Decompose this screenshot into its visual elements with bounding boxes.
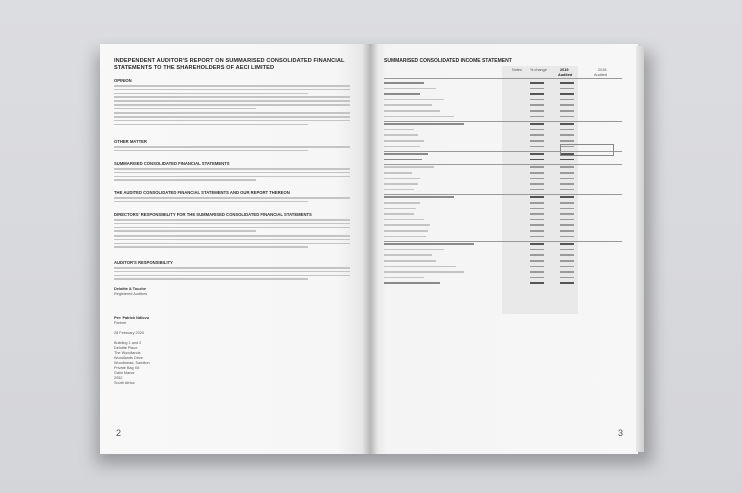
row-value-2018 <box>560 134 574 136</box>
row-value-2019 <box>530 159 544 161</box>
address-line: Gallo Manor <box>114 371 135 375</box>
row-label <box>384 249 444 251</box>
table-row <box>384 266 622 270</box>
row-value-2018 <box>560 236 574 238</box>
row-value-2018 <box>560 266 574 268</box>
other-matter-text <box>114 146 350 154</box>
row-label <box>384 178 420 180</box>
right-page <box>370 44 638 454</box>
row-value-2019 <box>530 208 544 210</box>
row-label <box>384 110 440 112</box>
row-label <box>384 243 474 245</box>
row-value-2018 <box>560 82 574 84</box>
row-value-2018 <box>560 172 574 174</box>
col-2019-sub: Audited <box>558 73 573 77</box>
row-label <box>384 134 418 136</box>
table-row <box>384 99 622 103</box>
table-row <box>384 260 622 264</box>
partner-role: Partner <box>114 321 127 325</box>
address-line: South Africa <box>114 381 135 385</box>
row-value-2018 <box>560 88 574 90</box>
row-separator <box>384 194 622 195</box>
row-value-2018 <box>560 159 574 161</box>
col-change: % change <box>530 68 547 72</box>
row-value-2019 <box>530 104 544 106</box>
row-value-2019 <box>530 140 544 142</box>
table-row <box>384 230 622 234</box>
row-separator <box>384 164 622 165</box>
row-label <box>384 230 428 232</box>
auditor-text <box>114 267 350 282</box>
row-value-2019 <box>530 134 544 136</box>
row-label <box>384 166 434 168</box>
table-row <box>384 166 622 170</box>
report-date: 28 February 2020 <box>114 331 144 335</box>
row-value-2018 <box>560 202 574 204</box>
row-label <box>384 196 454 198</box>
row-value-2018 <box>560 277 574 279</box>
section-heading-auditor: AUDITOR'S RESPONSIBILITY <box>114 260 173 265</box>
section-heading-summarised: SUMMARISED CONSOLIDATED FINANCIAL STATEMENTS <box>114 161 230 166</box>
table-row <box>384 196 622 200</box>
opinion-text <box>114 85 350 127</box>
row-value-2018 <box>560 166 574 168</box>
row-value-2018 <box>560 183 574 185</box>
audited-text <box>114 197 350 205</box>
page-number-right: 3 <box>618 428 624 438</box>
row-value-2019 <box>530 271 544 273</box>
table-row <box>384 116 622 120</box>
section-heading-other-matter: OTHER MATTER <box>114 139 147 144</box>
table-row <box>384 104 622 108</box>
row-value-2019 <box>530 146 544 148</box>
row-label <box>384 260 436 262</box>
row-value-2019 <box>530 249 544 251</box>
row-value-2019 <box>530 166 544 168</box>
table-row <box>384 110 622 114</box>
row-value-2018 <box>560 93 574 95</box>
row-label <box>384 277 424 279</box>
row-value-2019 <box>530 172 544 174</box>
table-row <box>384 208 622 212</box>
table-row <box>384 243 622 247</box>
row-value-2018 <box>560 116 574 118</box>
table-row <box>384 172 622 176</box>
row-value-2019 <box>530 260 544 262</box>
col-notes: Notes <box>512 68 522 72</box>
row-label <box>384 236 426 238</box>
row-value-2019 <box>530 99 544 101</box>
row-label <box>384 88 436 90</box>
table-row <box>384 236 622 240</box>
row-value-2018 <box>560 110 574 112</box>
table-row <box>384 88 622 92</box>
address-line: The Woodlands <box>114 351 141 355</box>
report-title: INDEPENDENT AUDITOR'S REPORT ON SUMMARISED CONSOLIDATED FINANCIAL STATEMENTS TO THE SHAREHOLDERS OF AECI LIMITED <box>114 58 345 71</box>
row-value-2019 <box>530 129 544 131</box>
table-row <box>384 189 622 193</box>
row-label <box>384 99 444 101</box>
statement-title: SUMMARISED CONSOLIDATED INCOME STATEMENT <box>384 58 512 64</box>
table-row <box>384 271 622 275</box>
row-value-2018 <box>560 260 574 262</box>
address-line: Woodlands Drive <box>114 356 143 360</box>
row-label <box>384 271 464 273</box>
row-value-2018 <box>560 224 574 226</box>
row-label <box>384 183 418 185</box>
row-value-2019 <box>530 116 544 118</box>
firm-role: Registered Auditors <box>114 292 148 296</box>
address-line: Private Bag X6 <box>114 366 140 370</box>
col-2018: 2018 <box>598 68 607 72</box>
row-value-2019 <box>530 224 544 226</box>
row-value-2019 <box>530 82 544 84</box>
partner-name: Per: Patrick Ndlovu <box>114 316 150 320</box>
section-heading-audited: THE AUDITED CONSOLIDATED FINANCIAL STATEMENTS AND OUR REPORT THEREON <box>114 190 290 195</box>
row-value-2018 <box>560 140 574 142</box>
col-2018-sub: Audited <box>594 73 607 77</box>
row-label <box>384 93 420 95</box>
row-value-2019 <box>530 178 544 180</box>
row-value-2018 <box>560 282 574 284</box>
signature-block <box>114 287 147 297</box>
row-label <box>384 159 422 161</box>
partner-block <box>114 316 150 386</box>
row-value-2019 <box>530 213 544 215</box>
directors-text <box>114 219 350 250</box>
table-row <box>384 134 622 138</box>
section-heading-directors: DIRECTORS' RESPONSIBILITY FOR THE SUMMARISED CONSOLIDATED FINANCIAL STATEMENTS <box>114 212 312 217</box>
row-value-2019 <box>530 153 544 155</box>
row-value-2019 <box>530 230 544 232</box>
table-row <box>384 183 622 187</box>
row-label <box>384 213 414 215</box>
table-row <box>384 202 622 206</box>
row-value-2019 <box>530 202 544 204</box>
row-value-2019 <box>530 88 544 90</box>
table-row <box>384 82 622 86</box>
table-row <box>384 213 622 217</box>
address-line: Building 1 and 2 <box>114 341 142 345</box>
row-label <box>384 208 416 210</box>
row-value-2018 <box>560 271 574 273</box>
row-value-2019 <box>530 266 544 268</box>
row-value-2018 <box>560 99 574 101</box>
row-value-2019 <box>530 189 544 191</box>
row-value-2018 <box>560 196 574 198</box>
row-label <box>384 153 428 155</box>
row-value-2018 <box>560 254 574 256</box>
book-spine <box>362 44 378 454</box>
row-value-2019 <box>530 282 544 284</box>
address-line: Woodmead, Sandton <box>114 361 150 365</box>
row-label <box>384 219 424 221</box>
firm-name: Deloitte & Touche <box>114 287 146 291</box>
row-value-2018 <box>560 230 574 232</box>
col-2019: 2019 <box>560 68 569 72</box>
highlight-box <box>560 144 614 156</box>
row-label <box>384 254 432 256</box>
table-row <box>384 249 622 253</box>
row-value-2019 <box>530 243 544 245</box>
row-value-2018 <box>560 178 574 180</box>
row-value-2018 <box>560 123 574 125</box>
table-row <box>384 277 622 281</box>
table-row <box>384 93 622 97</box>
header-rule <box>384 78 622 79</box>
row-label <box>384 224 430 226</box>
row-value-2019 <box>530 277 544 279</box>
row-label <box>384 172 412 174</box>
row-label <box>384 140 424 142</box>
row-value-2019 <box>530 254 544 256</box>
row-separator <box>384 121 622 122</box>
row-value-2018 <box>560 104 574 106</box>
row-value-2019 <box>530 183 544 185</box>
table-row <box>384 282 622 286</box>
address-line: Deloitte Place <box>114 346 138 350</box>
row-separator <box>384 241 622 242</box>
row-value-2018 <box>560 219 574 221</box>
page-number-left: 2 <box>116 428 122 438</box>
row-label <box>384 123 464 125</box>
row-value-2018 <box>560 213 574 215</box>
row-value-2019 <box>530 123 544 125</box>
table-row <box>384 159 622 163</box>
row-label <box>384 82 424 84</box>
row-label <box>384 266 456 268</box>
row-label <box>384 116 454 118</box>
row-label <box>384 146 420 148</box>
row-value-2019 <box>530 93 544 95</box>
row-value-2018 <box>560 189 574 191</box>
summarised-text <box>114 168 350 183</box>
row-value-2019 <box>530 196 544 198</box>
table-row <box>384 224 622 228</box>
row-value-2019 <box>530 110 544 112</box>
table-row <box>384 254 622 258</box>
row-value-2018 <box>560 243 574 245</box>
table-row <box>384 123 622 127</box>
section-heading-opinion: OPINION <box>114 78 132 83</box>
row-label <box>384 282 440 284</box>
page-edges <box>636 46 644 452</box>
row-label <box>384 104 432 106</box>
table-row <box>384 219 622 223</box>
table-row <box>384 129 622 133</box>
row-label <box>384 129 414 131</box>
table-row <box>384 178 622 182</box>
row-value-2018 <box>560 208 574 210</box>
left-page <box>100 44 370 454</box>
row-value-2019 <box>530 236 544 238</box>
row-label <box>384 189 414 191</box>
address-line: 2052 <box>114 376 123 380</box>
row-value-2018 <box>560 249 574 251</box>
row-label <box>384 202 420 204</box>
row-value-2019 <box>530 219 544 221</box>
row-value-2018 <box>560 129 574 131</box>
